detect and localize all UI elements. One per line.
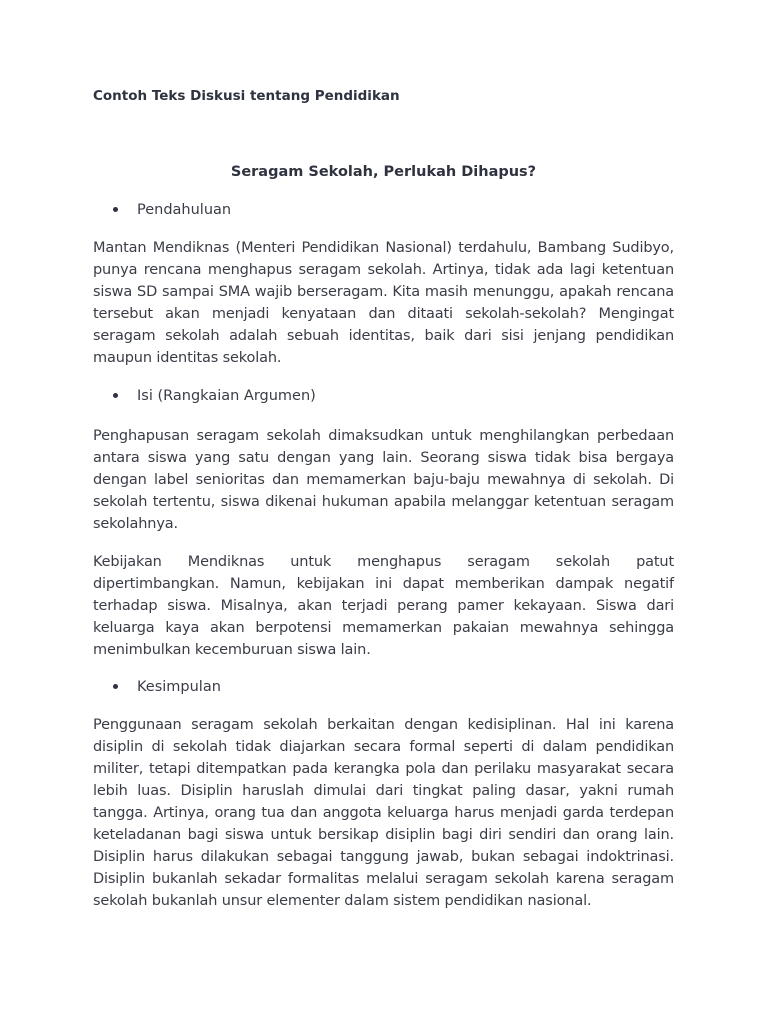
document-label: Contoh Teks Diskusi tentang Pendidikan <box>93 88 400 104</box>
section-heading-isi <box>113 385 316 407</box>
section-heading-label: Kesimpulan <box>137 679 221 695</box>
section-heading-label: Isi (Rangkaian Argumen) <box>137 388 316 404</box>
paragraph: Penghapusan seragam sekolah dimaksudkan untuk menghilangkan perbedaan antara siswa yang satu dengan yang lain. Seorang siswa tidak bisa bergaya dengan label senioritas dan memamerkan baju-baju mewahnya di sekolah. Di sekolah tertentu, siswa dikenai hukuman apabila melanggar ketentuan seragam sekolahnya. <box>93 428 674 532</box>
bullet-icon <box>113 207 118 212</box>
section-heading-pendahuluan <box>113 199 231 221</box>
bullet-icon <box>113 393 118 398</box>
paragraph: Mantan Mendiknas (Menteri Pendidikan Nasional) terdahulu, Bambang Sudibyo, punya rencana menghapus seragam sekolah. Artinya, tidak ada lagi ketentuan siswa SD sampai SMA wajib berseragam. Kita masih menunggu, apakah rencana tersebut akan menjadi kenyataan dan ditaati sekolah-sekolah? Mengingat seragam sekolah adalah sebuah identitas, baik dari sisi jenjang pendidikan maupun identitas sekolah. <box>93 240 674 366</box>
section-heading-kesimpulan <box>113 676 221 698</box>
paragraph: Kebijakan Mendiknas untuk menghapus seragam sekolah patut dipertimbangkan. Namun, kebijakan ini dapat memberikan dampak negatif terhadap siswa. Misalnya, akan terjadi perang pamer kekayaan. Siswa dari keluarga kaya akan berpotensi memamerkan pakaian mewahnya sehingga menimbulkan kecemburuan siswa lain. <box>93 554 674 658</box>
bullet-icon <box>113 684 118 689</box>
paragraph: Penggunaan seragam sekolah berkaitan dengan kedisiplinan. Hal ini karena disiplin di sekolah tidak diajarkan secara formal seperti di dalam pendidikan militer, tetapi ditempatkan pada kerangka pola dan perilaku masyarakat secara lebih luas. Disiplin haruslah dimulai dari tingkat paling dasar, yakni rumah tangga. Artinya, orang tua dan anggota keluarga harus menjadi garda terdepan keteladanan bagi siswa untuk bersikap disiplin bagi diri sendiri dan orang lain. Disiplin harus dilakukan sebagai tanggung jawab, bukan sebagai indoktrinasi. Disiplin bukanlah sekadar formalitas melalui seragam sekolah karena seragam sekolah bukanlah unsur elementer dalam sistem pendidikan nasional. <box>93 717 674 909</box>
document-title: Seragam Sekolah, Perlukah Dihapus? <box>230 164 537 180</box>
section-heading-label: Pendahuluan <box>137 202 232 218</box>
